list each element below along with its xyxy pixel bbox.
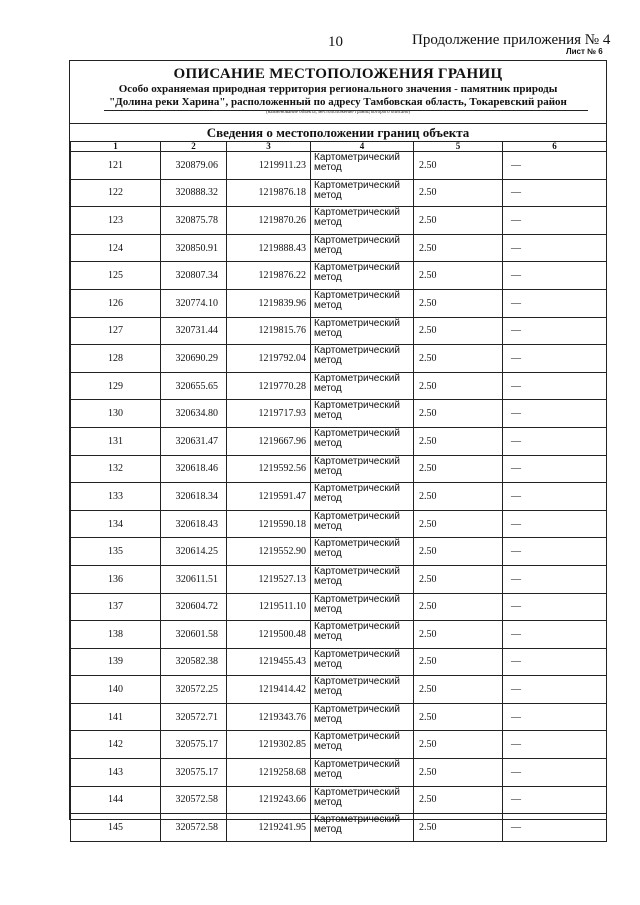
table-row: [71, 565, 607, 593]
y-coordinate-cell: 1219302.85: [227, 731, 311, 759]
method-cell: Картометрический метод: [311, 565, 414, 593]
y-coordinate-cell: 1219592.56: [227, 455, 311, 483]
object-description-line1: Особо охраняемая природная территория регионального значения - памятник природы: [118, 83, 558, 95]
precision-cell: 2.50: [414, 483, 503, 511]
description-cell: —: [503, 179, 607, 207]
table-row: [71, 621, 607, 649]
column-header: 5: [414, 142, 503, 152]
description-cell: —: [503, 648, 607, 676]
precision-cell: 2.50: [414, 731, 503, 759]
table-row: [71, 152, 607, 180]
table-row: [71, 455, 607, 483]
method-cell: Картометрический метод: [311, 621, 414, 649]
point-number-cell: 138: [71, 621, 161, 649]
y-coordinate-cell: 1219527.13: [227, 565, 311, 593]
x-coordinate-cell: 320618.43: [161, 510, 227, 538]
table-row: [71, 317, 607, 345]
x-coordinate-cell: 320888.32: [161, 179, 227, 207]
description-caption: (наименование объекта, местоположение границ которого описано): [265, 110, 411, 115]
description-cell: —: [503, 345, 607, 373]
point-number-cell: 137: [71, 593, 161, 621]
description-cell: —: [503, 400, 607, 428]
point-number-cell: 121: [71, 152, 161, 180]
description-cell: —: [503, 814, 607, 842]
method-cell: Картометрический метод: [311, 345, 414, 373]
precision-cell: 2.50: [414, 621, 503, 649]
y-coordinate-cell: 1219888.43: [227, 234, 311, 262]
y-coordinate-cell: 1219243.66: [227, 786, 311, 814]
table-row: [71, 759, 607, 787]
description-cell: —: [503, 289, 607, 317]
method-cell: Картометрический метод: [311, 400, 414, 428]
x-coordinate-cell: 320572.25: [161, 676, 227, 704]
point-number-cell: 123: [71, 207, 161, 235]
table-row: [71, 510, 607, 538]
y-coordinate-cell: 1219241.95: [227, 814, 311, 842]
table-row: [71, 731, 607, 759]
point-number-cell: 128: [71, 345, 161, 373]
method-cell: Картометрический метод: [311, 317, 414, 345]
table-row: [71, 234, 607, 262]
x-coordinate-cell: 320690.29: [161, 345, 227, 373]
point-number-cell: 144: [71, 786, 161, 814]
method-cell: Картометрический метод: [311, 786, 414, 814]
point-number-cell: 141: [71, 703, 161, 731]
precision-cell: 2.50: [414, 207, 503, 235]
point-number-cell: 142: [71, 731, 161, 759]
x-coordinate-cell: 320601.58: [161, 621, 227, 649]
method-cell: Картометрический метод: [311, 179, 414, 207]
table-row: [71, 262, 607, 290]
table-row: [71, 703, 607, 731]
precision-cell: 2.50: [414, 289, 503, 317]
document-frame: [69, 60, 607, 836]
precision-cell: 2.50: [414, 759, 503, 787]
y-coordinate-cell: 1219667.96: [227, 427, 311, 455]
precision-cell: 2.50: [414, 538, 503, 566]
precision-cell: 2.50: [414, 317, 503, 345]
precision-cell: 2.50: [414, 345, 503, 373]
page-number: 10: [328, 34, 343, 50]
y-coordinate-cell: 1219876.22: [227, 262, 311, 290]
table-row: [71, 372, 607, 400]
object-description-line2: "Долина реки Харина", расположенный по адресу Тамбовская область, Токаревский район: [109, 96, 567, 108]
point-number-cell: 140: [71, 676, 161, 704]
method-cell: Картометрический метод: [311, 814, 414, 842]
y-coordinate-cell: 1219552.90: [227, 538, 311, 566]
point-number-cell: 124: [71, 234, 161, 262]
x-coordinate-cell: 320879.06: [161, 152, 227, 180]
point-number-cell: 143: [71, 759, 161, 787]
method-cell: Картометрический метод: [311, 234, 414, 262]
x-coordinate-cell: 320614.25: [161, 538, 227, 566]
point-number-cell: 127: [71, 317, 161, 345]
description-cell: —: [503, 455, 607, 483]
table-row: [71, 593, 607, 621]
precision-cell: 2.50: [414, 676, 503, 704]
point-number-cell: 139: [71, 648, 161, 676]
description-cell: —: [503, 786, 607, 814]
x-coordinate-cell: 320618.34: [161, 483, 227, 511]
y-coordinate-cell: 1219343.76: [227, 703, 311, 731]
sheet-label: Лист № 6: [566, 47, 603, 56]
x-coordinate-cell: 320631.47: [161, 427, 227, 455]
precision-cell: 2.50: [414, 372, 503, 400]
column-header: 4: [311, 142, 414, 152]
method-cell: Картометрический метод: [311, 152, 414, 180]
table-header-row: [71, 142, 607, 152]
precision-cell: 2.50: [414, 262, 503, 290]
y-coordinate-cell: 1219770.28: [227, 372, 311, 400]
y-coordinate-cell: 1219590.18: [227, 510, 311, 538]
table-row: [71, 676, 607, 704]
description-cell: —: [503, 510, 607, 538]
description-cell: —: [503, 372, 607, 400]
point-number-cell: 135: [71, 538, 161, 566]
table-row: [71, 648, 607, 676]
appendix-title: Продолжение приложения № 4: [412, 32, 611, 48]
point-number-cell: 122: [71, 179, 161, 207]
method-cell: Картометрический метод: [311, 483, 414, 511]
x-coordinate-cell: 320618.46: [161, 455, 227, 483]
method-cell: Картометрический метод: [311, 703, 414, 731]
x-coordinate-cell: 320850.91: [161, 234, 227, 262]
method-cell: Картометрический метод: [311, 676, 414, 704]
y-coordinate-cell: 1219414.42: [227, 676, 311, 704]
description-cell: —: [503, 538, 607, 566]
table-row: [71, 207, 607, 235]
precision-cell: 2.50: [414, 814, 503, 842]
description-cell: —: [503, 676, 607, 704]
method-cell: Картометрический метод: [311, 372, 414, 400]
description-cell: —: [503, 483, 607, 511]
table-row: [71, 538, 607, 566]
point-number-cell: 131: [71, 427, 161, 455]
x-coordinate-cell: 320655.65: [161, 372, 227, 400]
precision-cell: 2.50: [414, 648, 503, 676]
column-header: 1: [71, 142, 161, 152]
x-coordinate-cell: 320634.80: [161, 400, 227, 428]
point-number-cell: 125: [71, 262, 161, 290]
point-number-cell: 136: [71, 565, 161, 593]
description-cell: —: [503, 317, 607, 345]
description-cell: —: [503, 731, 607, 759]
method-cell: Картометрический метод: [311, 538, 414, 566]
table-row: [71, 345, 607, 373]
y-coordinate-cell: 1219792.04: [227, 345, 311, 373]
description-cell: —: [503, 621, 607, 649]
point-number-cell: 129: [71, 372, 161, 400]
description-cell: —: [503, 234, 607, 262]
table-row: [71, 400, 607, 428]
x-coordinate-cell: 320572.58: [161, 814, 227, 842]
method-cell: Картометрический метод: [311, 759, 414, 787]
description-cell: —: [503, 152, 607, 180]
table-row: [71, 289, 607, 317]
precision-cell: 2.50: [414, 152, 503, 180]
method-cell: Картометрический метод: [311, 648, 414, 676]
y-coordinate-cell: 1219870.26: [227, 207, 311, 235]
x-coordinate-cell: 320575.17: [161, 731, 227, 759]
boundary-points-table: [70, 141, 607, 842]
description-cell: —: [503, 427, 607, 455]
description-cell: —: [503, 262, 607, 290]
x-coordinate-cell: 320611.51: [161, 565, 227, 593]
table-row: [71, 786, 607, 814]
y-coordinate-cell: 1219511.10: [227, 593, 311, 621]
precision-cell: 2.50: [414, 179, 503, 207]
table-row: [71, 179, 607, 207]
y-coordinate-cell: 1219455.43: [227, 648, 311, 676]
x-coordinate-cell: 320604.72: [161, 593, 227, 621]
description-cell: —: [503, 593, 607, 621]
description-cell: —: [503, 207, 607, 235]
x-coordinate-cell: 320582.38: [161, 648, 227, 676]
description-cell: —: [503, 703, 607, 731]
section-title: Сведения о местоположении границ объекта: [70, 123, 606, 141]
method-cell: Картометрический метод: [311, 207, 414, 235]
precision-cell: 2.50: [414, 234, 503, 262]
x-coordinate-cell: 320572.71: [161, 703, 227, 731]
method-cell: Картометрический метод: [311, 510, 414, 538]
method-cell: Картометрический метод: [311, 593, 414, 621]
column-header: 3: [227, 142, 311, 152]
point-number-cell: 133: [71, 483, 161, 511]
point-number-cell: 134: [71, 510, 161, 538]
y-coordinate-cell: 1219258.68: [227, 759, 311, 787]
x-coordinate-cell: 320774.10: [161, 289, 227, 317]
precision-cell: 2.50: [414, 593, 503, 621]
precision-cell: 2.50: [414, 427, 503, 455]
x-coordinate-cell: 320575.17: [161, 759, 227, 787]
x-coordinate-cell: 320731.44: [161, 317, 227, 345]
description-cell: —: [503, 565, 607, 593]
table-row: [71, 483, 607, 511]
x-coordinate-cell: 320875.78: [161, 207, 227, 235]
point-number-cell: 130: [71, 400, 161, 428]
description-cell: —: [503, 759, 607, 787]
precision-cell: 2.50: [414, 703, 503, 731]
y-coordinate-cell: 1219839.96: [227, 289, 311, 317]
column-header: 2: [161, 142, 227, 152]
precision-cell: 2.50: [414, 786, 503, 814]
point-number-cell: 126: [71, 289, 161, 317]
precision-cell: 2.50: [414, 510, 503, 538]
method-cell: Картометрический метод: [311, 262, 414, 290]
y-coordinate-cell: 1219815.76: [227, 317, 311, 345]
precision-cell: 2.50: [414, 400, 503, 428]
x-coordinate-cell: 320572.58: [161, 786, 227, 814]
y-coordinate-cell: 1219876.18: [227, 179, 311, 207]
y-coordinate-cell: 1219591.47: [227, 483, 311, 511]
precision-cell: 2.50: [414, 455, 503, 483]
method-cell: Картометрический метод: [311, 455, 414, 483]
x-coordinate-cell: 320807.34: [161, 262, 227, 290]
y-coordinate-cell: 1219717.93: [227, 400, 311, 428]
method-cell: Картометрический метод: [311, 427, 414, 455]
point-number-cell: 145: [71, 814, 161, 842]
table-row: [71, 814, 607, 842]
precision-cell: 2.50: [414, 565, 503, 593]
method-cell: Картометрический метод: [311, 289, 414, 317]
point-number-cell: 132: [71, 455, 161, 483]
document-title: ОПИСАНИЕ МЕСТОПОЛОЖЕНИЯ ГРАНИЦ: [173, 66, 503, 82]
y-coordinate-cell: 1219500.48: [227, 621, 311, 649]
table-row: [71, 427, 607, 455]
column-header: 6: [503, 142, 607, 152]
method-cell: Картометрический метод: [311, 731, 414, 759]
y-coordinate-cell: 1219911.23: [227, 152, 311, 180]
